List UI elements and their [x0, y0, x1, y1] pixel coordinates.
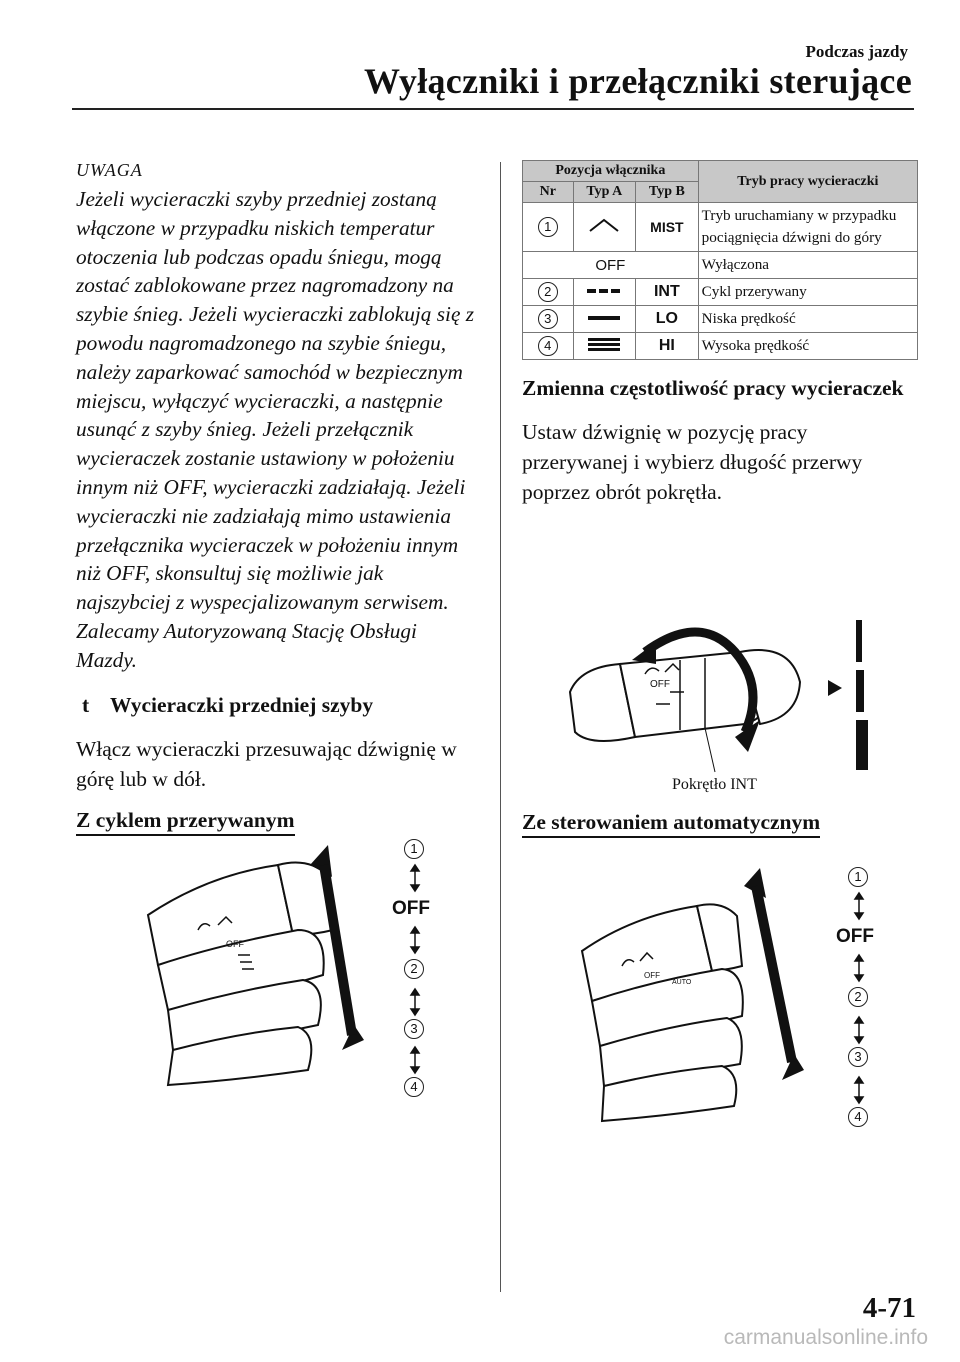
page-number: 4-71: [862, 1292, 916, 1324]
row-nr-marker: 2: [538, 282, 558, 302]
position-3-marker: 3: [404, 1019, 424, 1039]
type-b-label: MIST: [636, 203, 699, 252]
position-2-marker-auto: 2: [848, 987, 868, 1007]
table-row: [523, 333, 918, 360]
type-b-label: HI: [636, 333, 699, 360]
positions-legend-left: [385, 835, 445, 1105]
table-row: [523, 306, 918, 333]
variable-frequency-paragraph: Ustaw dźwignię w pozycję pracy przerywanej i wybierz długość przerwy poprzez obrót pokrętła.: [522, 420, 863, 504]
section-heading-text: Wycieraczki przedniej szyby: [110, 692, 374, 717]
lever-off-label: OFF: [226, 939, 244, 949]
auto-lever-off-label: OFF: [644, 971, 660, 980]
mode-description: Cykl przerywany: [698, 279, 917, 306]
mode-description: Niska prędkość: [698, 306, 917, 333]
int-symbol-icon: [586, 286, 622, 296]
mist-symbol-icon: [587, 217, 621, 233]
auto-label: AUTO: [672, 979, 692, 986]
position-2-marker: 2: [404, 959, 424, 979]
table-row: [523, 203, 918, 252]
note-heading: UWAGA: [76, 160, 143, 180]
position-4-marker-auto: 4: [848, 1107, 868, 1127]
left-column: [76, 160, 478, 836]
int-knob-figure: [560, 612, 810, 782]
off-position-label: OFF: [523, 252, 699, 279]
section-paragraph: Włącz wycieraczki przesuwając dźwignię w górę lub w dół.: [76, 736, 457, 791]
sub-heading-intermittent: Z cyklem przerywanym: [76, 808, 295, 836]
double-arrow-icon-auto: [744, 868, 804, 1080]
lo-symbol-icon: [586, 313, 622, 323]
note-body: Jeżeli wycieraczki szyby przedniej zostaną włączone w przypadku niskich temperatur otoczenia lub podczas opadu śniegu, mogą zostać zablokowane przez nagromadzony na szybie śnieg. Jeżeli wycieraczki zablokują się z powodu nagromadzonego na szybie śniegu, należy zaparkować samochód w bezpiecznym miejscu, wyłączyć wycieraczki, a następnie usunąć z szyby śnieg. Jeżeli przełącznik wycieraczek zostanie ustawiony w położeniu innym niż OFF, wycieraczki zadziałają. Jeżeli wycieraczki nie zadziałają mimo ustawienia przełącznika wycieraczek w położeniu innym niż OFF, skonsultuj się możliwie jak najszybciej z wyspecjalizowanym serwisem. Zalecamy Autoryzowaną Stację Obsługi Mazdy.: [76, 187, 475, 672]
table-row: [523, 279, 918, 306]
watermark: carmanualsonline.info: [723, 1326, 928, 1349]
type-b-label: LO: [636, 306, 699, 333]
wiper-positions-table: [522, 160, 918, 360]
table-header-nr: Nr: [523, 182, 574, 203]
position-3-marker-auto: 3: [848, 1047, 868, 1067]
position-1-marker-auto: 1: [848, 867, 868, 887]
positions-legend-auto: [829, 863, 889, 1133]
type-b-label: INT: [636, 279, 699, 306]
mode-description: Tryb uruchamiany w przypadku pociągnięcia dźwigni do góry: [698, 203, 917, 252]
position-4-marker: 4: [404, 1077, 424, 1097]
variable-frequency-heading: Zmienna częstotliwość pracy wycieraczek: [522, 376, 904, 400]
table-row: [523, 252, 918, 279]
row-nr-marker: 1: [538, 217, 558, 237]
knob-label: Pokrętło INT: [672, 776, 757, 793]
sub-heading-auto: Ze sterowaniem automatycznym: [522, 810, 820, 838]
header-rule: [72, 108, 914, 110]
auto-lever-figure: [572, 866, 822, 1136]
row-nr-marker: 3: [538, 309, 558, 329]
position-1-marker: 1: [404, 839, 424, 859]
knob-off-label: OFF: [650, 679, 670, 690]
mode-description: Wyłączona: [698, 252, 917, 279]
page-title: Wyłączniki i przełączniki sterujące: [363, 61, 912, 101]
bullet-icon: t: [82, 692, 90, 717]
hi-symbol-icon: [586, 337, 622, 351]
row-nr-marker: 4: [538, 336, 558, 356]
position-off-label: OFF: [392, 898, 430, 919]
header-section: Podczas jazdy: [805, 42, 908, 61]
table-header-position: Pozycja włącznika: [523, 161, 699, 182]
interval-scale-icon: [826, 618, 876, 773]
column-divider: [500, 162, 501, 1292]
table-header-type-a: Typ A: [573, 182, 636, 203]
position-off-label-auto: OFF: [836, 926, 874, 947]
table-header-mode: Tryb pracy wycieraczki: [698, 161, 917, 203]
right-column: [522, 160, 918, 507]
section-heading: [76, 693, 478, 718]
table-header-type-b: Typ B: [636, 182, 699, 203]
mode-description: Wysoka prędkość: [698, 333, 917, 360]
